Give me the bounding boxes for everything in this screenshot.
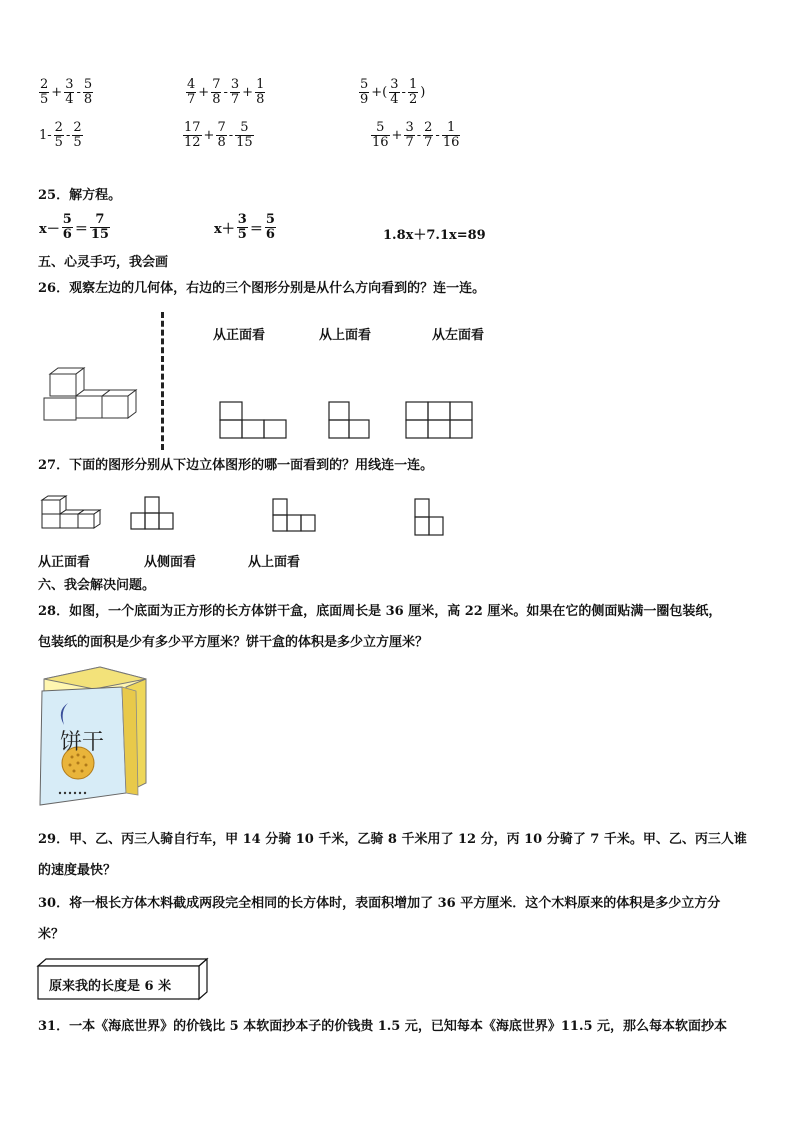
calc-2-2 [182,121,255,150]
equation-2 [213,213,277,242]
fraction: $\frac{2}{5}$ [73,120,82,150]
operator: - [401,85,406,100]
operator: + [203,128,215,143]
q27-view-a [131,497,181,533]
operator: x＋ [214,222,235,237]
q26-view-c [406,402,476,442]
operator: ) [420,85,426,100]
q31-line-1: 31．一本《海底世界》的价钱比 5 本软面抄本子的价钱贵 1.5 元，已知每本《海底世界》11.5 元，那么每本软面抄本 [38,1019,728,1034]
operator: x－ [39,222,60,237]
fraction: $\frac{1}{8}$ [256,77,265,107]
q27-label-side: 从侧面看 [144,555,197,570]
q27-label-front: 从正面看 [38,555,91,570]
q26-solid-figure [40,366,140,426]
fraction: $\frac{3}{5}$ [237,212,247,242]
dashed-divider [161,312,164,450]
q26-label-top: 从上面看 [319,328,372,343]
section-5-heading: 五、心灵手巧，我会画 [38,255,169,270]
q26-view-b [329,402,379,442]
q26-view-a [220,402,290,442]
operator: ＝ [74,222,88,237]
q28-line-2: 包装纸的面积是少有多少平方厘米？饼干盒的体积是多少立方厘米？ [38,635,429,650]
operator: - [76,85,81,100]
section-6-heading: 六、我会解决问题。 [38,578,156,593]
fraction: $\frac{3}{7}$ [230,77,240,107]
operator: - [228,128,234,143]
q27-view-c [415,499,451,539]
fraction: $\frac{5}{15}$ [236,120,253,150]
operator: + [198,85,210,100]
operator: + [51,85,63,100]
box-brand-text: 饼干 [60,730,105,755]
operator: +( [371,85,388,100]
fraction: $\frac{2}{7}$ [424,120,433,150]
calc-2-3 [370,121,461,150]
operator: 1- [39,128,52,143]
fraction: $\frac{4}{7}$ [187,77,196,107]
q30-line-2: 米？ [38,927,65,942]
equation-1 [38,213,111,242]
operator: - [416,128,422,143]
calc-1-3 [358,78,426,107]
fraction: $\frac{5}{6}$ [62,212,72,242]
fraction: $\frac{2}{5}$ [54,120,63,150]
operator: + [391,128,403,143]
fraction: $\frac{7}{15}$ [90,212,109,242]
fraction: $\frac{7}{8}$ [212,77,221,107]
fraction: $\frac{5}{16}$ [372,120,389,150]
calc-2-1 [38,121,84,150]
fraction: $\frac{3}{4}$ [65,77,74,107]
q25-title: 25．解方程。 [38,188,122,203]
operator: + [242,85,254,100]
fraction: $\frac{5}{9}$ [360,77,369,107]
fraction: $\frac{5}{6}$ [265,212,275,242]
q29-line-1: 29．甲、乙、丙三人骑自行车，甲 14 分骑 10 千米，乙骑 8 千米用了 12 分，丙 10 分骑了 7 千米。甲、乙、丙三人谁 [38,832,747,847]
fraction: $\frac{5}{8}$ [83,77,93,107]
fraction: $\frac{17}{12}$ [184,120,201,150]
q26-label-left: 从左面看 [432,328,485,343]
q27-view-b [273,499,323,535]
operator: - [65,128,71,143]
fraction: $\frac{3}{4}$ [390,77,399,107]
operator: - [223,85,228,100]
operator: - [435,128,440,143]
q28-line-1: 28．如图，一个底面为正方形的长方体饼干盒，底面周长是 36 厘米，高 22 厘米。如果在它的侧面贴满一圈包装纸， [38,604,722,619]
equation-3: 1.8x＋7.1x=89 [383,228,486,243]
calc-1-2 [185,78,266,107]
biscuit-box-illustration [38,665,150,810]
q26-title: 26．观察左边的几何体，右边的三个图形分别是从什么方向看到的？连一连。 [38,281,486,296]
wood-block-label: 原来我的长度是 6 米 [49,979,172,994]
q27-title: 27．下面的图形分别从下边立体图形的哪一面看到的？用线连一连。 [38,458,434,473]
q30-line-1: 30．将一根长方体木料截成两段完全相同的长方体时，表面积增加了 36 平方厘米．这个木料原来的体积是多少立方分 [38,896,721,911]
operator: ＝ [249,222,263,237]
fraction: $\frac{7}{8}$ [217,120,226,150]
fraction: $\frac{2}{5}$ [40,77,49,107]
q27-label-top: 从上面看 [248,555,301,570]
q26-label-front: 从正面看 [213,328,266,343]
fraction: $\frac{1}{16}$ [442,120,460,150]
calc-1-1 [38,78,94,107]
q29-line-2: 的速度最快？ [38,863,117,878]
fraction: $\frac{3}{7}$ [405,120,414,150]
fraction: $\frac{1}{2}$ [408,77,418,107]
q27-solid-figure [40,494,102,534]
